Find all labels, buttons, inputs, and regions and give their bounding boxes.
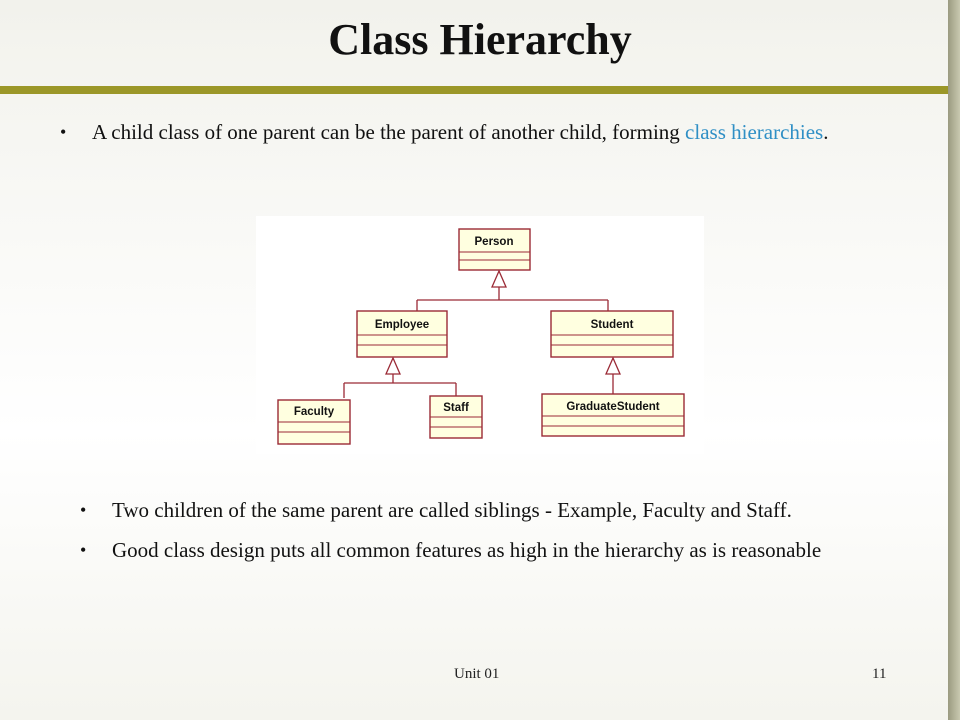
footer-unit-label: Unit 01 bbox=[454, 666, 500, 682]
bullet-text: Two children of the same parent are called siblings - Example, Faculty and Staff. bbox=[112, 498, 792, 522]
bullet-text: Good class design puts all common features as high in the hierarchy as is reasonable bbox=[112, 538, 822, 562]
generalization-arrow-icon bbox=[386, 358, 400, 374]
footer-page-number: 11 bbox=[872, 666, 887, 682]
bullet-text-end: . bbox=[823, 120, 829, 144]
uml-class-diagram bbox=[256, 216, 704, 454]
bullet-icon: • bbox=[80, 500, 87, 520]
class-graduate-student bbox=[542, 394, 684, 436]
class-person bbox=[459, 229, 530, 270]
bottom-bullet-list bbox=[80, 496, 920, 576]
title-underline-rule bbox=[0, 86, 948, 94]
bullet-item bbox=[80, 536, 920, 564]
class-staff-name: Staff bbox=[443, 402, 469, 414]
bullet-icon: • bbox=[60, 122, 67, 142]
class-staff bbox=[430, 396, 482, 438]
class-employee-box bbox=[357, 311, 447, 357]
bullet-item bbox=[80, 496, 920, 524]
uml-diagram-svg bbox=[256, 216, 704, 454]
slide-title: Class Hierarchy bbox=[328, 15, 632, 64]
slide-edge-band bbox=[948, 0, 960, 720]
class-faculty bbox=[278, 400, 350, 444]
class-student-box bbox=[551, 311, 673, 357]
class-student-name: Student bbox=[590, 319, 634, 331]
class-graduate-student-name: GraduateStudent bbox=[566, 401, 660, 413]
class-employee bbox=[357, 311, 447, 357]
bullet-item bbox=[60, 118, 910, 146]
class-employee-name: Employee bbox=[374, 319, 430, 331]
class-faculty-name: Faculty bbox=[293, 406, 335, 418]
generalization-arrow-icon bbox=[492, 271, 506, 287]
highlight-term: class hierarchies bbox=[685, 120, 824, 144]
edges-employee bbox=[344, 358, 456, 398]
class-student bbox=[551, 311, 673, 357]
bullet-icon: • bbox=[80, 540, 87, 560]
edges-person bbox=[417, 271, 608, 311]
generalization-arrow-icon bbox=[606, 358, 620, 374]
class-person-name: Person bbox=[474, 236, 514, 248]
edges-student bbox=[606, 358, 620, 394]
bullet-text: A child class of one parent can be the parent of another child, forming bbox=[92, 120, 686, 144]
top-bullet-list bbox=[60, 118, 910, 158]
